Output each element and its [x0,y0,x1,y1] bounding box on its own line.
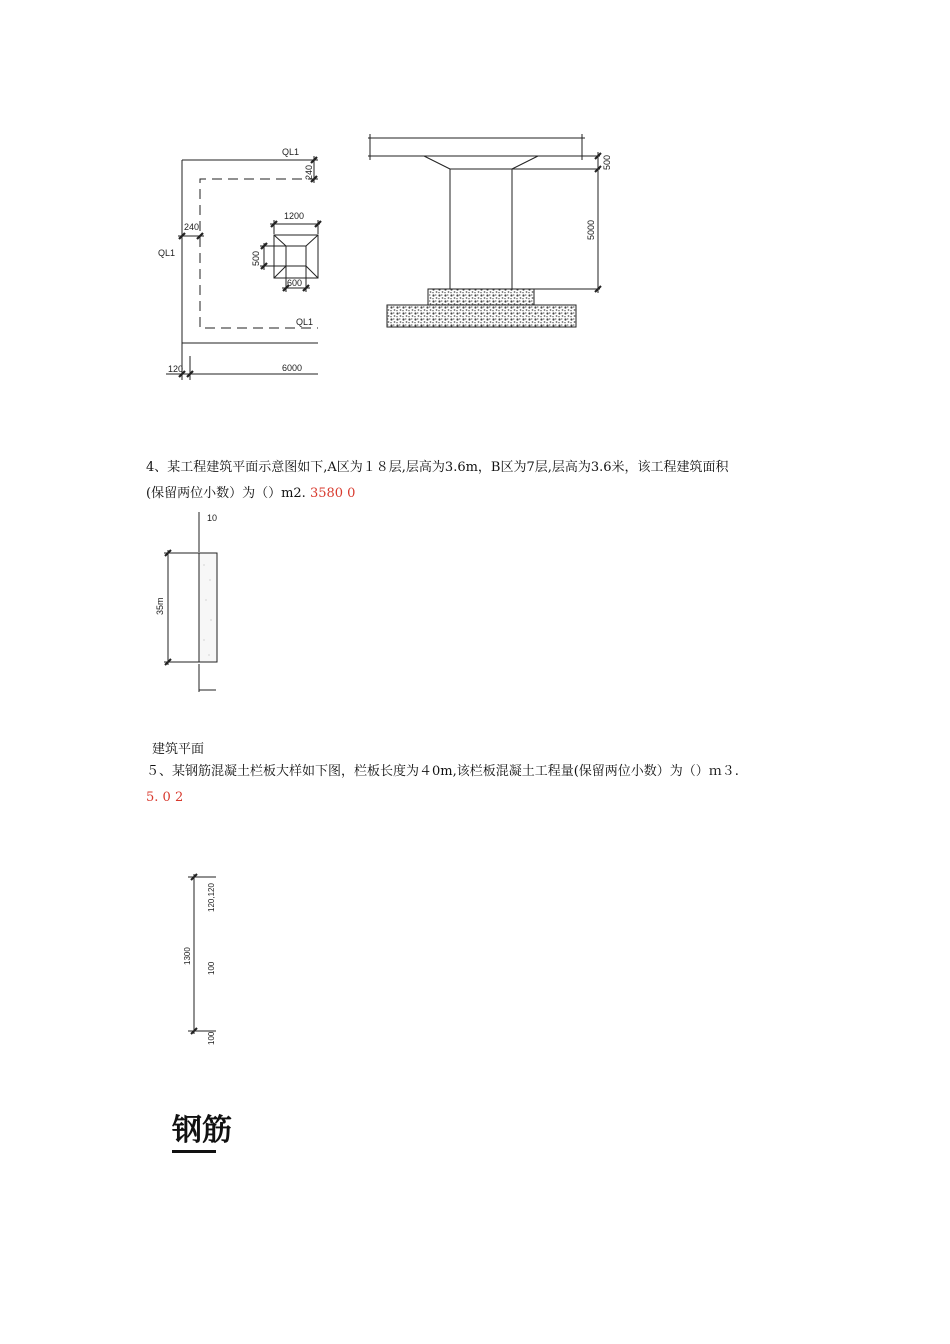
column-section [286,246,306,266]
label-240-top: 240 [304,164,314,180]
label-35m: 35m [155,597,165,615]
figure-2-caption: 建筑平面 [152,742,205,757]
figure-2-plan [164,512,217,692]
plan-labels [158,147,314,374]
capital-right [512,156,538,169]
label-1300: 1300 [183,947,192,965]
capital-left [424,156,450,169]
chamfer-line [274,235,286,246]
label-240-left: 240 [184,222,200,232]
plan-view [166,156,321,380]
label-120: 120 [168,364,184,374]
label-500-plan: 500 [251,250,261,266]
label-100-bottom: 100 [207,1031,216,1045]
figure-3-labels [183,883,216,1045]
label-5000: 5000 [586,219,596,240]
building-strip [199,553,217,662]
question-5-line-1: ５、某钢筋混凝土栏板大样如下图，栏板长度为４0m,该栏板混凝土工程量(保留两位小数）为（）ｍ３. [146,764,739,779]
heading-fragment: 钢筋 [172,1112,216,1153]
label-ql1-top: QL1 [282,147,300,157]
label-500-section: 500 [602,154,612,170]
label-100-mid: 100 [207,961,216,975]
label-ql1-left: QL1 [158,248,176,258]
label-10: 10 [207,513,218,523]
section-view [368,134,601,327]
question-5-answer: 5. 0 2 [146,790,184,805]
question-4-line-2-text: (保留两位小数）为（）m2. [146,486,306,501]
chamfer-line [306,235,318,246]
question-4-line-2 [146,482,355,506]
chamfer-line [306,266,318,278]
question-4-answer: 3580 0 [309,486,356,501]
label-1200: 1200 [284,211,305,221]
label-120-120: 120,120 [207,883,216,912]
footing-upper-step [428,289,534,305]
label-6000: 6000 [282,363,303,373]
label-ql1-bottom: QL1 [296,317,314,327]
label-600: 600 [287,278,303,288]
chamfer-line [274,266,286,278]
footing-lower-step [387,305,576,327]
question-4-line-1: 4、某工程建筑平面示意图如下,A区为１８层,层高为3.6m，B区为7层,层高为3.6米，该工程建筑面积 [146,460,729,475]
